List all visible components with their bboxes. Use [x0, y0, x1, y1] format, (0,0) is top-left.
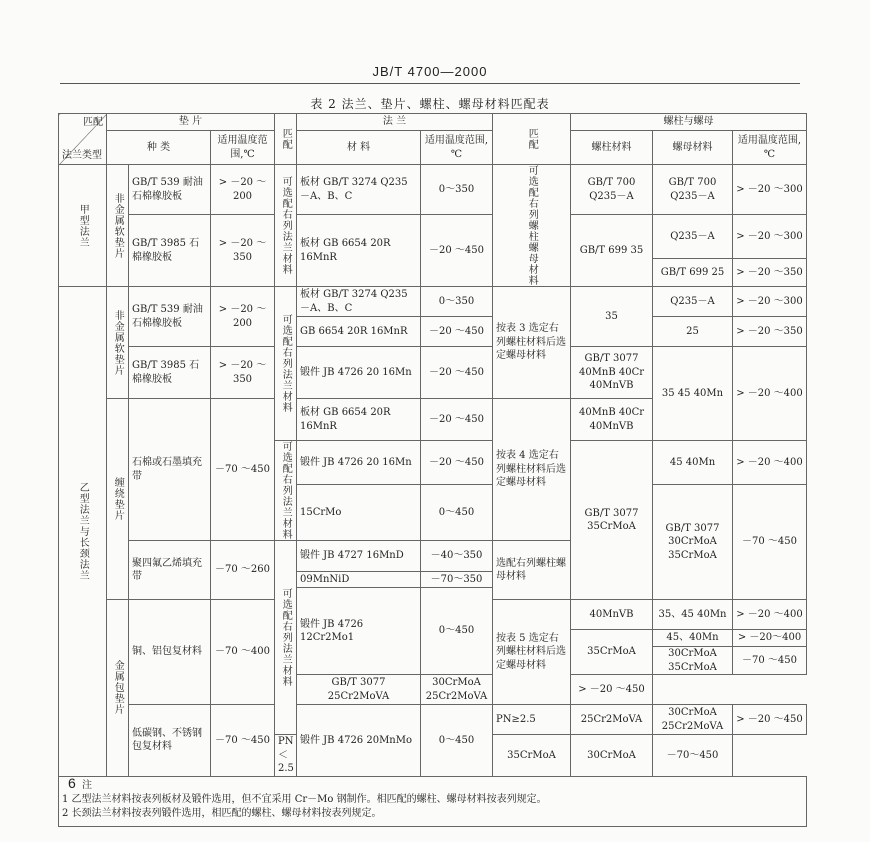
gasket-temp: > －20 ～350 [211, 347, 275, 399]
flange-material: 板材 GB/T 3274 Q235－A、B、C [297, 287, 421, 317]
bolt-temp: > －20 ～400 [733, 347, 807, 441]
flange-material: 15CrMo [297, 485, 421, 541]
gasket-temp: > －20 ～200 [211, 287, 275, 347]
header-match-2: 匹配 [493, 114, 571, 165]
bolt-rule: 按表 4 选定右列螺柱材料后选定螺母材料 [493, 399, 571, 541]
note-2: 2 长颈法兰材料按表列锻件选用，相匹配的螺柱、螺母材料按表列规定。 [62, 807, 382, 819]
nut-material: GB/T 699 25 [653, 259, 733, 287]
table-title: 表 2 法兰、垫片、螺柱、螺母材料匹配表 [310, 97, 550, 111]
flange-temp: －20 ～450 [421, 399, 493, 441]
pressure-rule: PN≥2.5 [493, 705, 571, 735]
flange-temp: －20 ～450 [421, 215, 493, 287]
nut-material: 25 [653, 317, 733, 347]
header-flange-type-label: 法兰类型 [62, 149, 102, 161]
nut-material: 35、45 40Mn [653, 600, 733, 630]
header-flange-temp: 适用温度范围,℃ [421, 131, 493, 165]
header-match-label: 匹配 [83, 117, 103, 128]
bolt-temp: > －20 ～400 [733, 600, 807, 630]
header-gasket-kind: 种 类 [107, 131, 211, 165]
header-rule [60, 83, 800, 84]
table-notes [59, 776, 807, 826]
flange-temp: 0～350 [421, 287, 493, 317]
header-flange: 法 兰 [297, 114, 493, 131]
type-b-metal-gasket-group: 金属包垫片 [107, 600, 129, 777]
bolt-material: 35 [571, 287, 653, 347]
flange-temp: －20 ～450 [421, 317, 493, 347]
gasket-kind: GB/T 3985 石棉橡胶板 [129, 215, 211, 287]
header-gasket-temp: 适用温度范围,℃ [211, 131, 275, 165]
flange-temp: －70～350 [421, 572, 493, 588]
flange-temp: －20 ～450 [421, 441, 493, 485]
type-b-soft-gasket-group: 非金属软垫片 [107, 287, 129, 399]
nut-material: 30CrMoA 25Cr2MoVA [421, 675, 493, 705]
flange-material: 板材 GB/T 3274 Q235－A、B、C [297, 165, 421, 215]
gasket-temp: －70 ～400 [211, 600, 275, 705]
flange-material: 锻件 JB 4727 16MnD [297, 541, 421, 572]
header-nut-material: 螺母材料 [653, 131, 733, 165]
bolt-temp: > －20 ～450 [733, 705, 807, 735]
type-a-label: 甲型法兰 [59, 165, 107, 287]
flange-temp: －20 ～450 [421, 347, 493, 399]
flange-material: GB 6654 20R 16MnR [297, 317, 421, 347]
type-b-flange-match-b: 可选配右列法兰材料 [275, 441, 297, 541]
header-diagonal-cell [59, 114, 107, 165]
gasket-temp: －70 ～450 [211, 399, 275, 541]
header-bolt-temp: 适用温度范围,℃ [733, 131, 807, 165]
nut-material: Q235－A [653, 287, 733, 317]
flange-temp: －40～350 [421, 541, 493, 572]
gasket-temp: > －20 ～350 [211, 215, 275, 287]
header-match-1: 匹配 [275, 114, 297, 165]
bolt-temp: > －20 ～300 [733, 165, 807, 215]
gasket-kind: 低碳钢、不锈钢包复材料 [129, 705, 211, 777]
header-flange-material: 材 料 [297, 131, 421, 165]
notes-title: 注 [82, 779, 92, 791]
header-bolt-material: 螺柱材料 [571, 131, 653, 165]
nut-material: GB/T 3077 30CrMoA 35CrMoA [653, 485, 733, 600]
bolt-material: GB/T 3077 35CrMoA [571, 441, 653, 600]
gasket-temp: > －20 ～200 [211, 165, 275, 215]
bolt-temp: －70～450 [653, 735, 733, 777]
bolt-rule: 按表 3 选定右列螺柱材料后选定螺母材料 [493, 287, 571, 399]
bolt-material: 35CrMoA [571, 630, 653, 675]
header-gasket: 垫 片 [107, 114, 275, 131]
bolt-rule: 选配右列螺柱螺母材料 [493, 541, 571, 600]
flange-material: 锻件 JB 4726 12Cr2Mo1 [297, 588, 421, 675]
flange-temp: 0～450 [421, 588, 493, 675]
type-b-flange-match-a: 可选配右列法兰材料 [275, 287, 297, 441]
bolt-temp: > －20 ～300 [733, 215, 807, 259]
type-b-label: 乙型法兰与长颈法兰 [59, 287, 107, 777]
bolt-material: 35CrMoA [493, 735, 571, 777]
flange-material: 板材 GB 6654 20R 16MnR [297, 399, 421, 441]
note-1: 1 乙型法兰材料按表列板材及锻件选用，但不宜采用 Cr－Mo 钢制作。相匹配的螺柱、螺母材料按表列规定。 [62, 793, 547, 805]
bolt-material: GB/T 3077 40MnB 40Cr 40MnVB [571, 347, 653, 399]
bolt-temp: > －20 ～450 [571, 675, 653, 705]
gasket-kind: 石棉或石墨填充带 [129, 399, 211, 541]
flange-material: 锻件 JB 4726 20 16Mn [297, 347, 421, 399]
bolt-material: GB/T 700 Q235－A [571, 165, 653, 215]
gasket-kind: GB/T 539 耐油石棉橡胶板 [129, 165, 211, 215]
type-b-flange-match-c: 可选配右列法兰材料 [275, 541, 297, 735]
bolt-temp: > －20 ～300 [733, 287, 807, 317]
gasket-kind: 聚四氟乙烯填充带 [129, 541, 211, 600]
pressure-rule: PN＜2.5 [275, 735, 297, 777]
nut-material: Q235－A [653, 215, 733, 259]
type-b-wound-gasket-group: 缠绕垫片 [107, 399, 129, 600]
bolt-material: 25Cr2MoVA [571, 705, 653, 735]
gasket-kind: 铜、铝包复材料 [129, 600, 211, 705]
nut-material: 45 40Mn [653, 441, 733, 485]
flange-material: 板材 GB 6654 20R 16MnR [297, 215, 421, 287]
bolt-temp: －70 ～450 [733, 647, 807, 675]
bolt-material: GB/T 3077 25Cr2MoVA [297, 675, 421, 705]
flange-material: 锻件 JB 4726 20 16Mn [297, 441, 421, 485]
bolt-material: GB/T 699 35 [571, 215, 653, 287]
flange-material: 锻件 JB 4726 20MnMo [297, 705, 421, 777]
type-a-flange-match: 可选配右列法兰材料 [275, 165, 297, 287]
header-bolt-nut: 螺柱与螺母 [571, 114, 807, 131]
bolt-temp: > －20 ～350 [733, 259, 807, 287]
nut-material: 30CrMoA 35CrMoA [653, 647, 733, 675]
gasket-temp: －70 ～450 [211, 705, 275, 777]
material-matching-table [58, 113, 807, 827]
nut-material: 30CrMoA 25Cr2MoVA [653, 705, 733, 735]
flange-temp: 0～350 [421, 165, 493, 215]
type-a-bolt-match: 可选配右列螺柱螺母材料 [493, 165, 571, 287]
bolt-temp: －70 ～450 [733, 485, 807, 600]
page-number: 6 [68, 775, 76, 791]
nut-material: GB/T 700 Q235－A [653, 165, 733, 215]
flange-temp: 0～450 [421, 705, 493, 777]
gasket-kind: GB/T 539 耐油石棉橡胶板 [129, 287, 211, 347]
bolt-temp: > －20 ～350 [733, 317, 807, 347]
nut-material: 35 45 40Mn [653, 347, 733, 441]
gasket-temp: －70 ～260 [211, 541, 275, 600]
bolt-material: 40MnB 40Cr 40MnVB [571, 399, 653, 441]
nut-material: 30CrMoA [571, 735, 653, 777]
bolt-temp: > －20～400 [733, 630, 807, 647]
bolt-material: 40MnVB [571, 600, 653, 630]
flange-temp: 0～450 [421, 485, 493, 541]
flange-material: 09MnNiD [297, 572, 421, 588]
nut-material: 45、40Mn [653, 630, 733, 647]
bolt-rule: 按表 5 选定右列螺柱材料后选定螺母材料 [493, 600, 571, 705]
document-header: JB/T 4700—2000 [372, 64, 488, 79]
bolt-temp: > －20 ～400 [733, 441, 807, 485]
gasket-kind: GB/T 3985 石棉橡胶板 [129, 347, 211, 399]
type-a-gasket-group: 非金属软垫片 [107, 165, 129, 287]
